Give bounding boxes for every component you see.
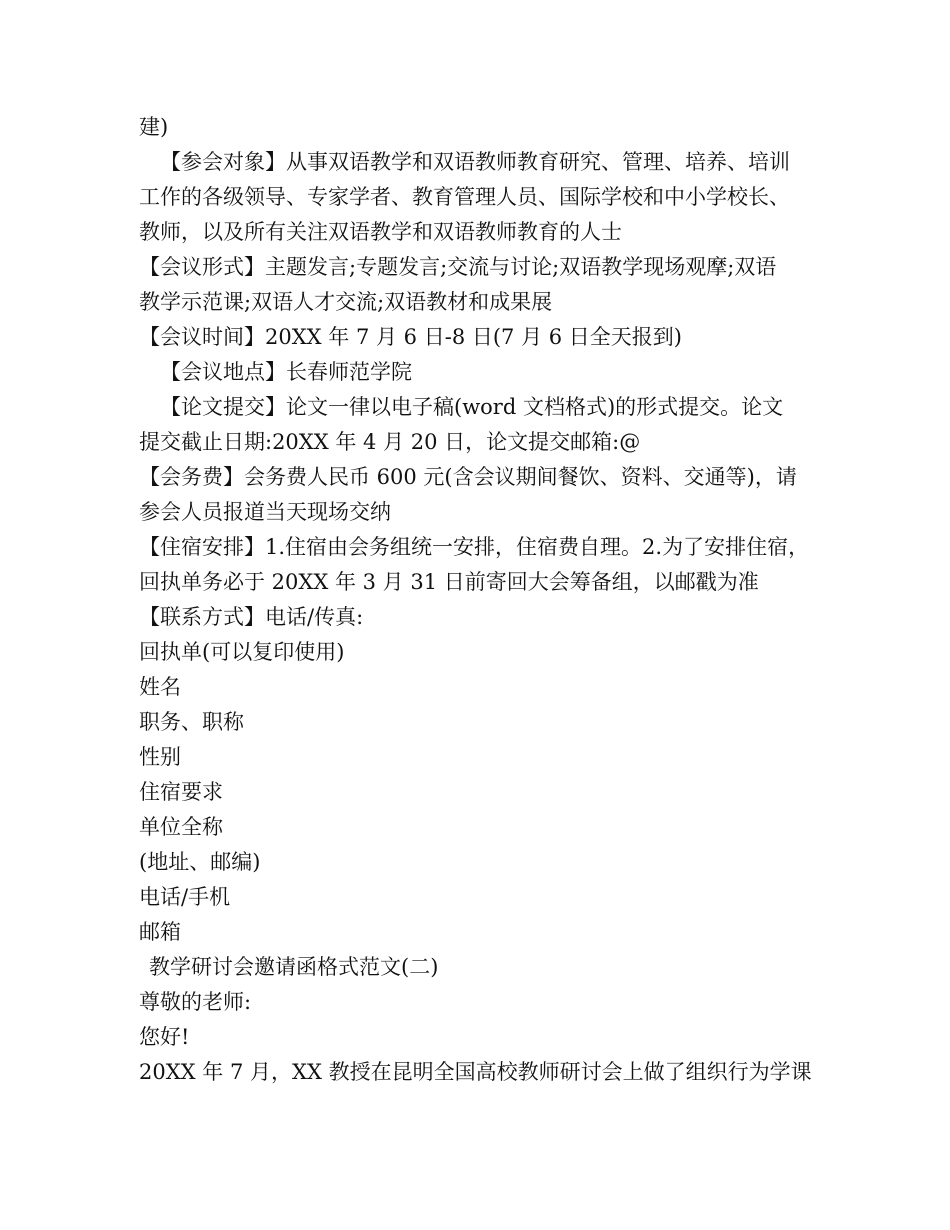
- accommodation-heading: 【住宿安排】1.住宿由会务组统一安排，住宿费自理。2.为了安排住宿，: [139, 535, 810, 559]
- form-field-phone: 电话/手机: [139, 885, 231, 909]
- form-field-email: 邮箱: [139, 920, 181, 944]
- paper-heading: 【论文提交】论文一律以电子稿(word 文档格式)的形式提交。论文: [160, 395, 784, 419]
- body-text: 20XX 年 7 月，XX 教授在昆明全国高校教师研讨会上做了组织行为学课: [139, 1060, 812, 1084]
- salutation: 尊敬的老师:: [139, 990, 252, 1014]
- text-line: 参会人员报道当天现场交纳: [139, 500, 391, 524]
- form-field-name: 姓名: [139, 675, 181, 699]
- attendees-heading: 【参会对象】从事双语教学和双语教师教育研究、管理、培养、培训: [160, 150, 790, 174]
- form-field-gender: 性别: [139, 745, 181, 769]
- fee-heading: 【会务费】会务费人民币 600 元(含会议期间餐饮、资料、交通等)，请: [139, 465, 797, 489]
- text-line: 提交截止日期:20XX 年 4 月 20 日，论文提交邮箱:@: [139, 430, 641, 454]
- contact-heading: 【联系方式】电话/传真:: [139, 605, 364, 629]
- text-line: 工作的各级领导、专家学者、教育管理人员、国际学校和中小学校长、: [139, 185, 790, 209]
- greeting: 您好!: [139, 1025, 190, 1049]
- form-field-position: 职务、职称: [139, 710, 244, 734]
- time-heading: 【会议时间】20XX 年 7 月 6 日-8 日(7 月 6 日全天报到): [139, 325, 682, 349]
- text-line: 回执单务必于 20XX 年 3 月 31 日前寄回大会筹备组，以邮戳为准: [139, 570, 759, 594]
- form-field-accommodation: 住宿要求: [139, 780, 223, 804]
- document-page: [139, 110, 819, 1090]
- text-line: 教师，以及所有关注双语教学和双语教师教育的人士: [139, 220, 622, 244]
- format-heading: 【会议形式】主题发言;专题发言;交流与讨论;双语教学现场观摩;双语: [139, 255, 777, 279]
- location-heading: 【会议地点】长春师范学院: [160, 360, 412, 384]
- form-field-organization: 单位全称: [139, 815, 223, 839]
- section-title: 教学研讨会邀请函格式范文(二): [149, 955, 439, 979]
- text-line: 建): [139, 115, 169, 139]
- receipt-form-title: 回执单(可以复印使用): [139, 640, 345, 664]
- text-line: 教学示范课;双语人才交流;双语教材和成果展: [139, 290, 553, 314]
- form-field-address: (地址、邮编): [139, 850, 261, 874]
